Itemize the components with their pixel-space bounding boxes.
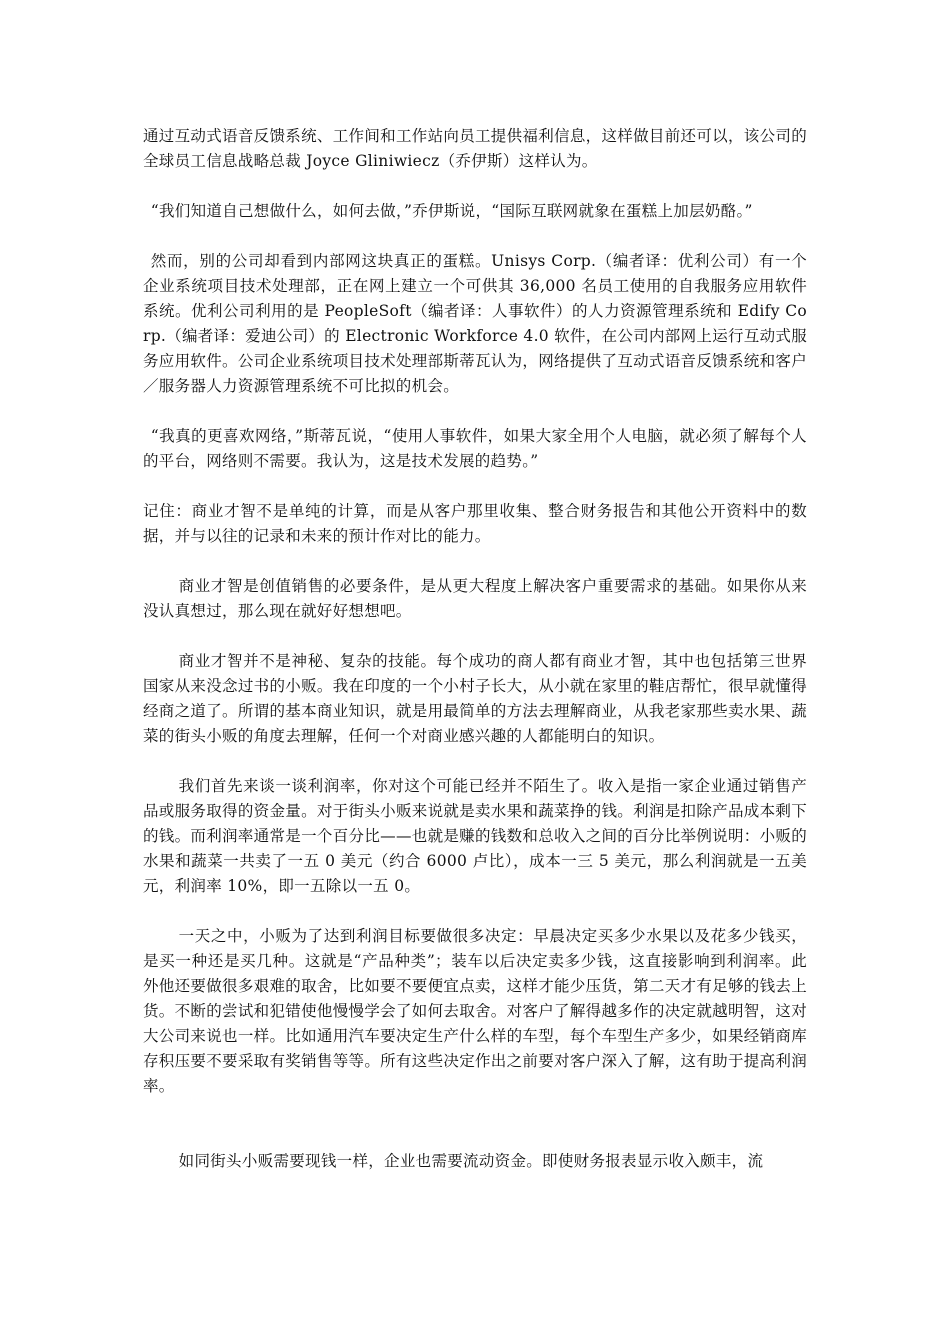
paragraph-business-acumen: 商业才智是创值销售的必要条件，是从更大程度上解决客户重要需求的基础。如果你从来没认真想过，那么现在就好好想想吧。: [143, 577, 807, 620]
paragraph-unisys: 然而，别的公司却看到内部网这块真正的蛋糕。Unisys Corp.（编者译：优利公司）有一个企业系统项目技术处理部，正在网上建立一个可供其 36,000 名员工使用的自我服务应用软件系统。优利公司利用的是 PeopleSoft（编者译：人事软件）的人力资源管理系统和 Edify Corp.（编者译：爱迪公司）的 Electronic Workforce 4.0 软件，在公司内部网上运行互动式服务应用软件。公司企业系统项目技术处理部斯蒂瓦认为，网络提供了互动式语音反馈系统和客户／服务器人力资源管理系统不可比拟的机会。: [143, 252, 807, 395]
paragraph-joyce-quote: “我们知道自己想做什么，如何去做，”乔伊斯说，“国际互联网就象在蛋糕上加层奶酪。”: [150, 202, 753, 220]
paragraph-vendor-decisions: 一天之中，小贩为了达到利润目标要做很多决定：早晨决定买多少水果以及花多少钱买，是买一种还是买几种。这就是“产品种类”；装车以后决定卖多少钱，这直接影响到利润率。此外他还要做很多艰难的取舍，比如要不要便宜点卖，这样才能少压货，第二天才有足够的钱去上货。不断的尝试和犯错使他慢慢学会了如何去取舍。对客户了解得越多作的决定就越明智，这对大公司来说也一样。比如通用汽车要决定生产什么样的车型，每个车型生产多少，如果经销商库存积压要不要采取有奖销售等等。所有这些决定作出之前要对客户深入了解，这有助于提高利润率。: [143, 927, 807, 1095]
paragraph-benefits-info: 通过互动式语音反馈系统、工作间和工作站向员工提供福利信息，这样做目前还可以，该公司的全球员工信息战略总裁 Joyce Gliniwiecz（乔伊斯）这样认为。: [143, 127, 807, 170]
paragraph-remember: 记住：商业才智不是单纯的计算，而是从客户那里收集、整合财务报告和其他公开资料中的数据，并与以往的记录和未来的预计作对比的能力。: [143, 502, 807, 545]
paragraph-stiva-quote: “我真的更喜欢网络，”斯蒂瓦说，“使用人事软件，如果大家全用个人电脑，就必须了解每个人的平台，网络则不需要。我认为，这是技术发展的趋势。”: [143, 427, 807, 470]
paragraph-not-mysterious: 商业才智并不是神秘、复杂的技能。每个成功的商人都有商业才智，其中也包括第三世界国家从来没念过书的小贩。我在印度的一个小村子长大，从小就在家里的鞋店帮忙，很早就懂得经商之道了。所谓的基本商业知识，就是用最简单的方法去理解商业，从我老家那些卖水果、蔬菜的街头小贩的角度去理解，任何一个对商业感兴趣的人都能明白的知识。: [143, 652, 807, 745]
paragraph-cash-flow: 如同街头小贩需要现钱一样，企业也需要流动资金。即使财务报表显示收入颇丰，流: [178, 1152, 764, 1170]
document-body: [143, 124, 807, 1199]
paragraph-profit-margin: 我们首先来谈一谈利润率，你对这个可能已经并不陌生了。收入是指一家企业通过销售产品或服务取得的资金量。对于街头小贩来说就是卖水果和蔬菜挣的钱。利润是扣除产品成本剩下的钱。而利润率通常是一个百分比——也就是赚的钱数和总收入之间的百分比举例说明：小贩的水果和蔬菜一共卖了一五 0 美元（约合 6000 卢比），成本一三 5 美元，那么利润就是一五美元，利润率 10%，即一五除以一五 0。: [143, 777, 807, 895]
